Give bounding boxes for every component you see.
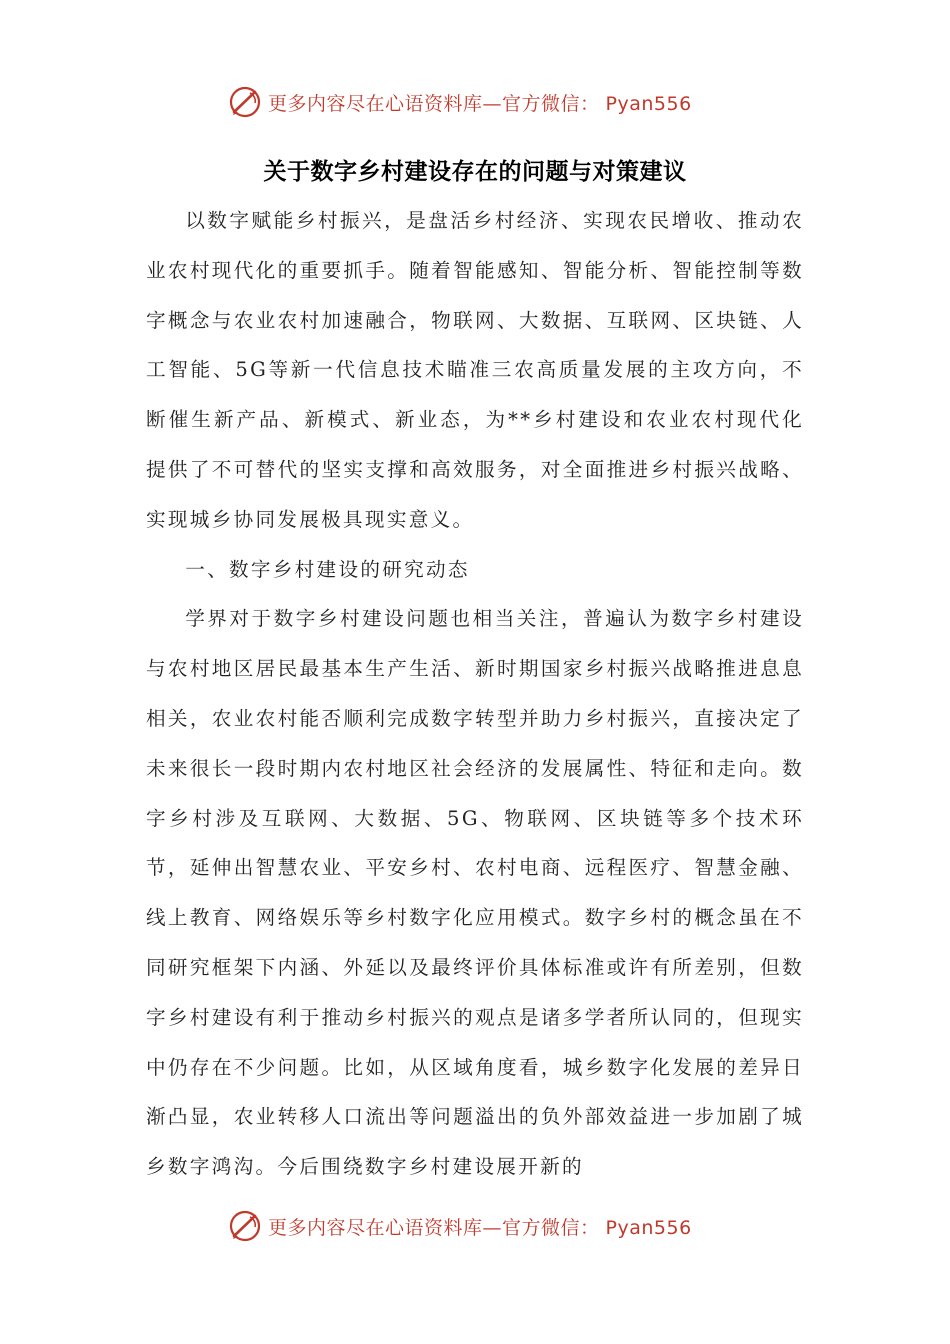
watermark-header bbox=[228, 84, 692, 120]
document-title: 关于数字乡村建设存在的问题与对策建议 bbox=[263, 158, 687, 185]
section-heading: 一、数字乡村建设的研究动态 bbox=[185, 557, 470, 581]
watermark-text: 更多内容尽在心语资料库—官方微信： Pyan556 bbox=[268, 1216, 692, 1239]
paragraph: 学界对于数字乡村建设问题也相当关注，普遍认为数字乡村建设与农村地区居民最基本生产生活、新时期国家乡村振兴战略推进息息相关，农业农村能否顺利完成数字转型并助力乡村振兴，直接决定了未来很长一段时期内农村地区社会经济的发展属性、特征和走向。数字乡村涉及互联网、大数据、5G、物联网、区块链等多个技术环节，延伸出智慧农业、平安乡村、农村电商、远程医疗、智慧金融、线上教育、网络娱乐等乡村数字化应用模式。数字乡村的概念虽在不同研究框架下内涵、外延以及最终评价具体标准或许有所差别，但数字乡村建设有利于推动乡村振兴的观点是诸多学者所认同的，但现实中仍存在不少问题。比如，从区域角度看，城乡数字化发展的差异日渐凸显，农业转移人口流出等问题溢出的负外部效益进一步加剧了城乡数字鸿沟。今后围绕数字乡村建设展开新的 bbox=[146, 607, 804, 1179]
wechat-id: Pyan556 bbox=[605, 92, 692, 115]
wechat-id: Pyan556 bbox=[605, 1216, 692, 1239]
watermark-footer bbox=[228, 1208, 692, 1244]
paragraph: 以数字赋能乡村振兴，是盘活乡村经济、实现农民增收、推动农业农村现代化的重要抓手。随着智能感知、智能分析、智能控制等数字概念与农业农村加速融合，物联网、大数据、互联网、区块链、人工智能、5G等新一代信息技术瞄准三农高质量发展的主攻方向，不断催生新产品、新模式、新业态，为**乡村建设和农业农村现代化提供了不可替代的坚实支撑和高效服务，对全面推进乡村振兴战略、实现城乡协同发展极具现实意义。 bbox=[146, 209, 804, 531]
watermark-text: 更多内容尽在心语资料库—官方微信： Pyan556 bbox=[268, 92, 692, 115]
pen-logo-icon bbox=[228, 85, 262, 119]
pen-logo-icon bbox=[228, 1209, 262, 1243]
document-body bbox=[146, 150, 804, 1192]
